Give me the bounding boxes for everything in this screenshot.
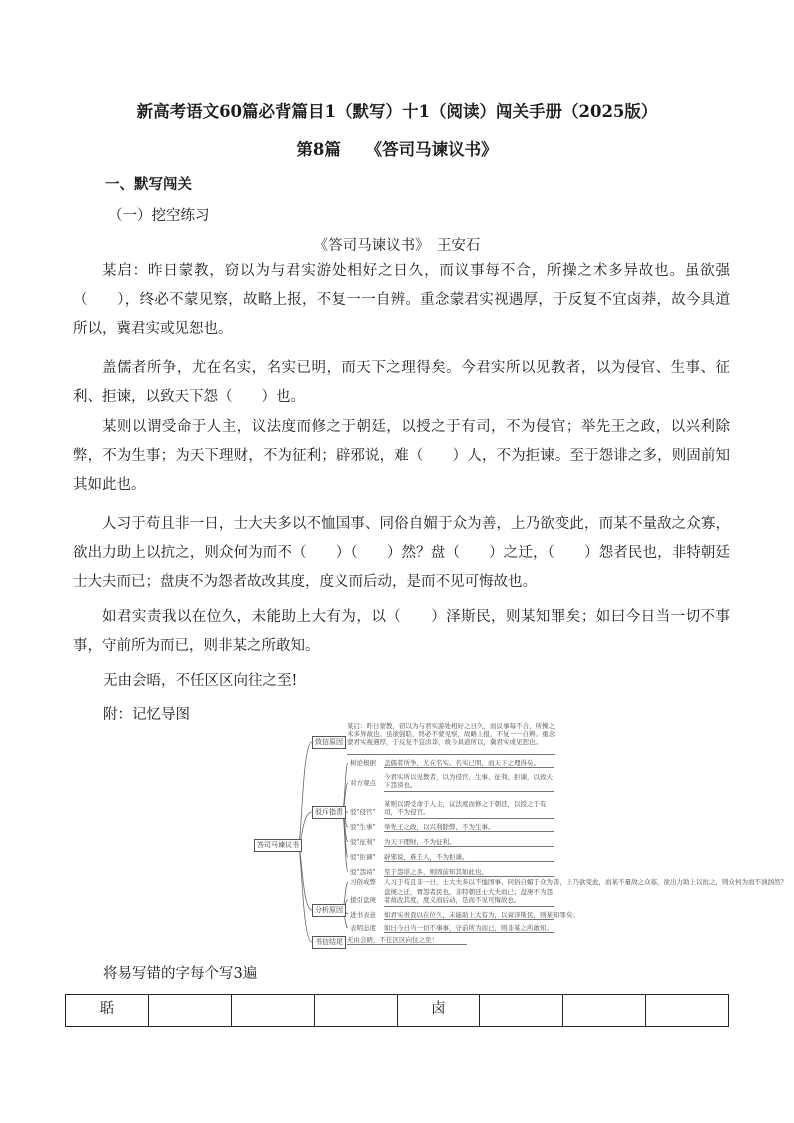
practice-table	[65, 994, 729, 1027]
mind-map-leaf: 盘庚之迁，胥怨者民也，非特朝廷士大夫而已；盘庚不为怨者故改其度，度义而后动，是而不见可悔故也。	[384, 888, 554, 907]
document-subtitle: 第8篇 《答司马谏议书》	[296, 140, 498, 159]
mind-map-leaf: 如曰今日当一切不事事，守前所为而已，则非某之所敢知。	[384, 924, 553, 932]
paragraph-2: 盖儒者所争，尤在名实，名实已明，而天下之理得矣。今君实所以见教者，以为侵官、生事、征利、拒谏，以致天下怨（ ）也。	[73, 360, 730, 405]
mind-map-tag: 对方观点	[350, 779, 376, 787]
mind-map-tag: 援引盘庚	[350, 896, 376, 904]
table-cell-char: 卤	[397, 995, 480, 1027]
mind-map-tag: 驳"征利"	[350, 838, 376, 846]
mind-map	[250, 720, 787, 948]
mind-map-leaf: 某启：昨日蒙教，窃以为与君实游处相好之日久，而议事每不合，所操之术多异故也。虽欲强聒，终必不蒙见察，故略上报，不复一一自辨。重念蒙君实视遇厚，于反复不宜卤莽，故今具道所以，冀君实或见恕也。	[347, 722, 555, 755]
mind-map-tag: 树论根据	[350, 759, 376, 767]
practice-cell[interactable]	[314, 995, 397, 1027]
closing-line: 无由会晤，不任区区向往之至!	[103, 673, 298, 689]
mind-map-leaf: 人习于苟且非一日，士大夫多以不恤国事、同俗自媚于众为善，上乃欲变此，而某不量敌之众寡，欲出力助上以抗之，则众何为而不汹汹然？	[384, 878, 787, 886]
mind-map-branch: 驳斥指责	[312, 806, 346, 819]
paragraph-4: 人习于苟且非一日，士大夫多以不恤国事、同俗自媚于众为善，上乃欲变此，而某不量敌之众寡，欲出力助上以抗之，则众何为而不（ ）（ ）然？盘（ ）之迁，（ ）怨者民也，非特朝廷士大夫而已；盘庚不为怨者故改其度，度义而后动，是而不见可悔故也。	[73, 516, 730, 590]
appendix-label: 附：记忆导图	[103, 707, 190, 723]
mind-map-leaf: 辟邪说，难壬人，不为拒谏。	[384, 853, 554, 862]
mind-map-branch: 分析原因	[312, 904, 346, 917]
mind-map-tag: 驳"拒谏"	[350, 853, 376, 861]
mind-map-leaf: 盖儒者所争，尤在名实。名实已明，而天下之理得矣。	[384, 759, 554, 768]
mind-map-tag: 表明态度	[350, 924, 376, 932]
mind-map-tag: 驳"侵官"	[350, 808, 376, 816]
poem-title: 《答司马谏议书》 王安石	[313, 238, 481, 254]
section-heading: 一、默写闯关	[105, 176, 192, 193]
practice-cell[interactable]	[231, 995, 314, 1027]
table-row	[66, 995, 729, 1027]
mind-map-leaf: 今君实所以见教者，以为侵官、生事、征利、拒谏，以致天下怨谤也。	[384, 773, 554, 792]
document-title: 新高考语文60篇必背篇目1（默写）十1（阅读）闯关手册（2025版）	[136, 102, 658, 121]
mind-map-root: 答司马谏议书	[254, 839, 302, 852]
mind-map-tag: 驳"生事"	[350, 823, 376, 831]
practice-cell[interactable]	[480, 995, 563, 1027]
mind-map-tag: 习俗成弊	[350, 878, 376, 886]
mind-map-leaf: 举先王之政，以兴利除弊，不为生事。	[384, 823, 554, 832]
mind-map-branch: 致信原因	[312, 736, 346, 749]
paragraph-5: 如君实责我以在位久，未能助上大有为，以（ ）泽斯民，则某知罪矣；如曰今日当一切不事事，守前所为而已，则非某之所敢知。	[73, 609, 730, 654]
mind-map-branch: 书信结尾	[312, 936, 346, 949]
mind-map-leaf: 至于怨诽之多，则固前知其如此也。	[384, 868, 554, 877]
mind-map-leaf: 某则以谓受命于人主，议法度而修之于朝廷，以授之于有司，不为侵官。	[384, 800, 554, 819]
paragraph-3: 某则以谓受命于人主，议法度而修之于朝廷，以授之于有司，不为侵官；举先王之政，以兴利除弊，不为生事；为天下理财，不为征利；辟邪说，难（ ）人，不为拒谏。至于怨诽之多，则固前知其如此也。	[73, 419, 730, 493]
practice-cell[interactable]	[148, 995, 231, 1027]
mind-map-leaf: 如君实责我以在位久，未能助上大有为，以膏泽斯民，则某知罪矣；	[384, 911, 579, 919]
practice-cell[interactable]	[646, 995, 729, 1027]
mind-map-leaf: 为天下理财，不为征利。	[384, 838, 554, 847]
mind-map-leaf: 无由会晤，不任区区向往之至！	[347, 936, 467, 945]
subsection-heading: （一）挖空练习	[108, 208, 210, 224]
table-cell-char: 聒	[66, 995, 149, 1027]
practice-cell[interactable]	[563, 995, 646, 1027]
table-intro: 将易写错的字每个写3遍	[103, 966, 258, 982]
paragraph-1: 某启：昨日蒙教，窃以为与君实游处相好之日久，而议事每不合，所操之术多异故也。虽欲强（ ），终必不蒙见察，故略上报，不复一一自辨。重念蒙君实视遇厚，于反复不宜卤莽，故今具道所以，冀君实或见恕也。	[73, 263, 730, 337]
mind-map-tag: 驳"怨谤"	[350, 868, 376, 876]
mind-map-tag: 进书表意	[350, 911, 376, 919]
